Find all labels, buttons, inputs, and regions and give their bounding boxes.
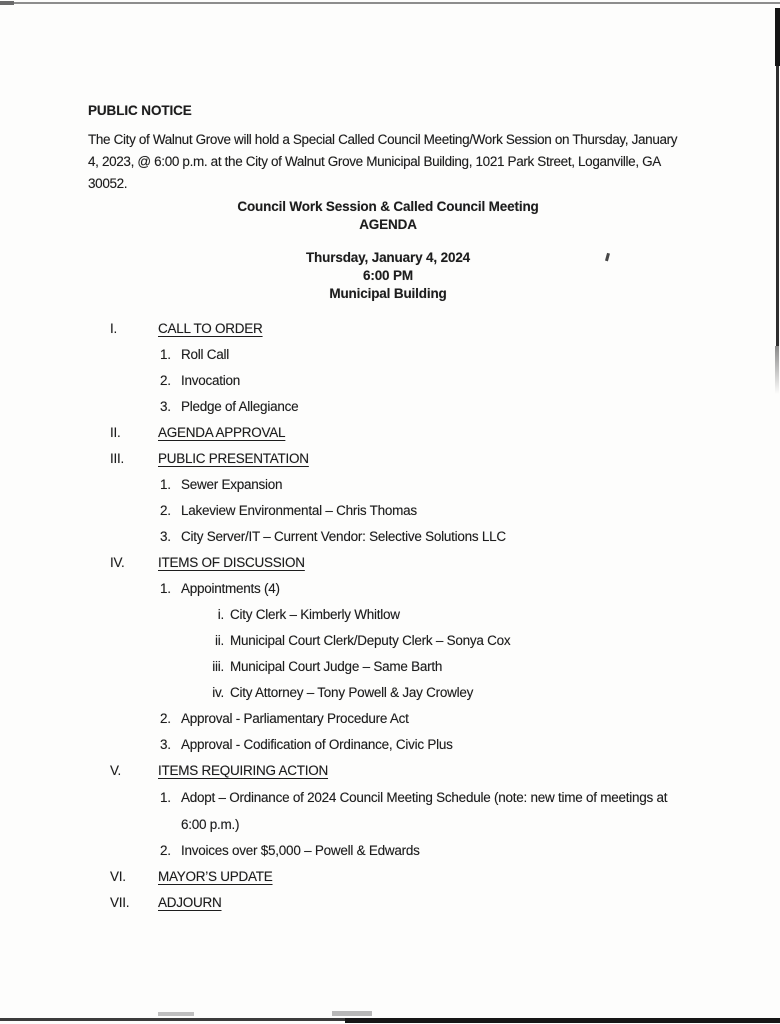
section-numeral: IV. [110,555,125,570]
agenda-section [0,758,780,784]
public-notice-label: PUBLIC NOTICE [88,103,192,118]
agenda-item [0,732,780,758]
agenda-item [0,368,780,394]
item-text: Lakeview Environmental – Chris Thomas [181,503,417,518]
section-numeral: III. [110,451,125,466]
section-heading: ITEMS OF DISCUSSION [158,555,305,570]
agenda-section [0,420,780,446]
item-text: Pledge of Allegiance [181,399,299,414]
subitem-marker: ii. [215,633,224,648]
item-text: Approval - Parliamentary Procedure Act [181,711,409,726]
subitem-text: Municipal Court Judge – Same Barth [230,659,443,674]
section-numeral: V. [110,763,122,778]
scan-artifact-bottom-smudge [332,1011,372,1016]
subitem-marker: i. [217,607,224,622]
agenda-subitem [0,654,780,680]
item-text-line2: 6:00 p.m.) [181,817,240,832]
item-marker: 3. [160,399,171,414]
item-marker: 3. [160,529,171,544]
item-marker: 1. [160,581,171,596]
section-heading: CALL TO ORDER [158,321,263,336]
meeting-time: 6:00 PM [363,268,413,283]
subitem-text: City Clerk – Kimberly Whitlow [230,607,400,622]
subitem-marker: iv. [212,685,224,700]
agenda-section [0,446,780,472]
agenda-item [0,576,780,602]
item-marker: 1. [160,790,171,805]
meeting-location: Municipal Building [329,286,447,301]
section-heading: ITEMS REQUIRING ACTION [158,763,329,778]
agenda-item [0,472,780,498]
notice-paragraph [88,129,677,195]
item-text: Appointments (4) [181,581,280,596]
item-text-line1: Adopt – Ordinance of 2024 Council Meeting Schedule (note: new time of meetings at [181,790,668,805]
item-marker: 1. [160,477,171,492]
section-heading: PUBLIC PRESENTATION [158,451,309,466]
agenda-item [0,394,780,420]
item-marker: 3. [160,737,171,752]
subitem-marker: iii. [212,659,224,674]
agenda-subitem [0,680,780,706]
section-heading: MAYOR’S UPDATE [158,869,273,884]
item-text: Roll Call [181,347,230,362]
notice-paragraph-line: 30052. [88,176,128,191]
agenda-subitem [0,628,780,654]
agenda-section [0,864,780,890]
agenda-item [0,524,780,550]
notice-paragraph-line: The City of Walnut Grove will hold a Special Called Council Meeting/Work Session on Thursday, January [88,132,678,147]
item-marker: 2. [160,503,171,518]
meeting-header [0,198,776,234]
agenda-item [0,498,780,524]
scan-artifact-bottom-edge-dark [345,1018,780,1023]
agenda-subitem [0,602,780,628]
subitem-text: City Attorney – Tony Powell & Jay Crowley [230,685,474,700]
agenda-label: AGENDA [359,217,417,232]
section-heading: ADJOURN [158,895,222,910]
item-text: City Server/IT – Current Vendor: Selective Solutions LLC [181,529,506,544]
agenda-item [0,706,780,732]
agenda-section [0,550,780,576]
agenda-list [0,316,780,916]
section-numeral: I. [110,321,118,336]
meeting-when-block [0,249,776,303]
section-numeral: II. [110,425,121,440]
item-text: Approval - Codification of Ordinance, Civic Plus [181,737,453,752]
agenda-item [0,342,780,368]
item-marker: 2. [160,711,171,726]
meeting-date: Thursday, January 4, 2024 [305,250,471,265]
section-numeral: VI. [110,869,126,884]
item-text: Invocation [181,373,241,388]
scan-artifact-bottom-smudge [158,1012,194,1016]
notice-paragraph-line: 4, 2023, @ 6:00 p.m. at the City of Walnut Grove Municipal Building, 1021 Park Street, Loganville, GA [88,154,661,169]
scan-artifact-top-edge [0,2,780,4]
item-marker: 2. [160,843,171,858]
agenda-section [0,890,780,916]
agenda-section [0,316,780,342]
agenda-item [0,838,780,864]
item-text: Invoices over $5,000 – Powell & Edwards [181,843,420,858]
section-heading: AGENDA APPROVAL [158,425,286,440]
agenda-item-continuation [0,811,780,838]
item-marker: 1. [160,347,171,362]
meeting-title: Council Work Session & Called Council Meeting [237,199,539,214]
scan-artifact-right-edge-dash [775,8,780,66]
item-text: Sewer Expansion [181,477,283,492]
agenda-item [0,784,780,811]
subitem-text: Municipal Court Clerk/Deputy Clerk – Sonya Cox [230,633,511,648]
section-numeral: VII. [110,895,130,910]
scan-artifact-top-left-mark [0,1,14,5]
item-marker: 2. [160,373,171,388]
